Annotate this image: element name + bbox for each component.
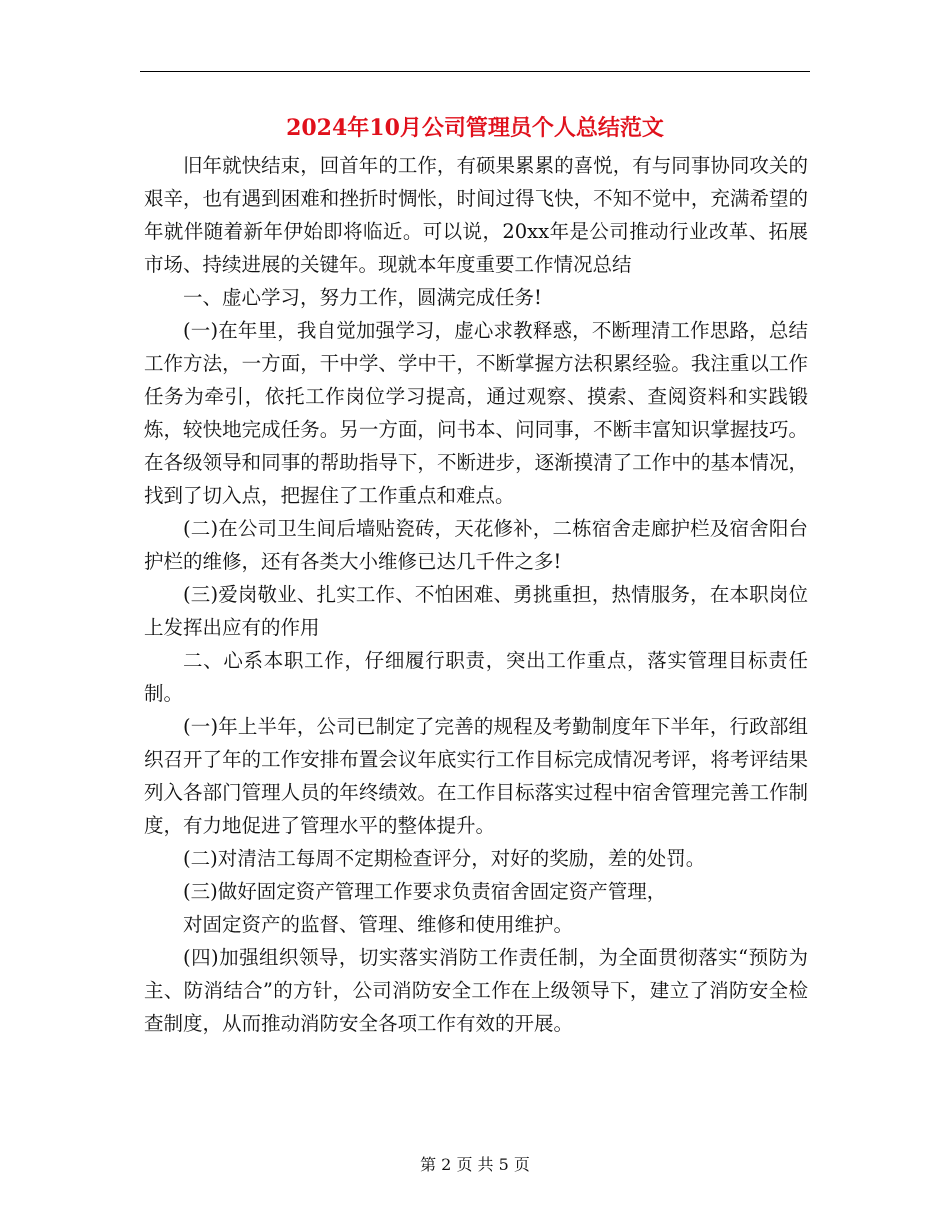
section-heading-2: 二、心系本职工作，仔细履行职责，突出工作重点，落实管理目标责任制。: [144, 649, 808, 705]
paragraph-1-3: (三)爱岗敬业、扎实工作、不怕困难、勇挑重担，热情服务，在本职岗位上发挥出应有的作用: [144, 583, 808, 639]
section-heading-1: 一、虚心学习，努力工作，圆满完成任务!: [183, 286, 542, 309]
paragraph-2-2: (二)对清洁工每周不定期检查评分，对好的奖励，差的处罚。: [183, 847, 706, 870]
paragraph-2-1: (一)年上半年，公司已制定了完善的规程及考勤制度年下半年，行政部组织召开了年的工作安排布置会议年底实行工作目标完成情况考评，将考评结果列入各部门管理人员的年终绩效。在工作目标落实过程中宿舍管理完善工作制度，有力地促进了管理水平的整体提升。: [144, 715, 808, 837]
paragraph-2-3-cont: 对固定资产的监督、管理、维修和使用维护。: [183, 913, 574, 936]
paragraph-1-1: (一)在年里，我自觉加强学习，虚心求教释惑，不断理清工作思路，总结工作方法，一方面，干中学、学中干，不断掌握方法积累经验。我注重以工作任务为牵引，依托工作岗位学习提高，通过观察、摸索、查阅资料和实践锻炼，较快地完成任务。另一方面，问书本、问同事，不断丰富知识掌握技巧。在各级领导和同事的帮助指导下，不断进步，逐渐摸清了工作中的基本情况，找到了切入点，把握住了工作重点和难点。: [144, 319, 808, 507]
page-footer: 第 2 页 共 5 页: [420, 1155, 530, 1174]
document-title: 2024年10月公司管理员个人总结范文: [286, 115, 664, 141]
paragraph-2-4: (四)加强组织领导，切实落实消防工作责任制，为全面贯彻落实“预防为主、防消结合”的方针，公司消防安全工作在上级领导下，建立了消防安全检查制度，从而推动消防安全各项工作有效的开展。: [144, 946, 808, 1035]
paragraph-intro: 旧年就快结束，回首年的工作，有硕果累累的喜悦，有与同事协同攻关的艰辛，也有遇到困难和挫折时惆怅，时间过得飞快，不知不觉中，充满希望的年就伴随着新年伊始即将临近。可以说，20xx年是公司推动行业改革、拓展市场、持续进展的关键年。现就本年度重要工作情况总结: [144, 154, 808, 276]
paragraph-1-2: (二)在公司卫生间后墙贴瓷砖，天花修补，二栋宿舍走廊护栏及宿舍阳台护栏的维修，还有各类大小维修已达几千件之多!: [144, 517, 808, 573]
document-body: [144, 149, 808, 1040]
header-rule: [140, 71, 810, 72]
paragraph-2-3: (三)做好固定资产管理工作要求负责宿舍固定资产管理，: [183, 880, 667, 903]
